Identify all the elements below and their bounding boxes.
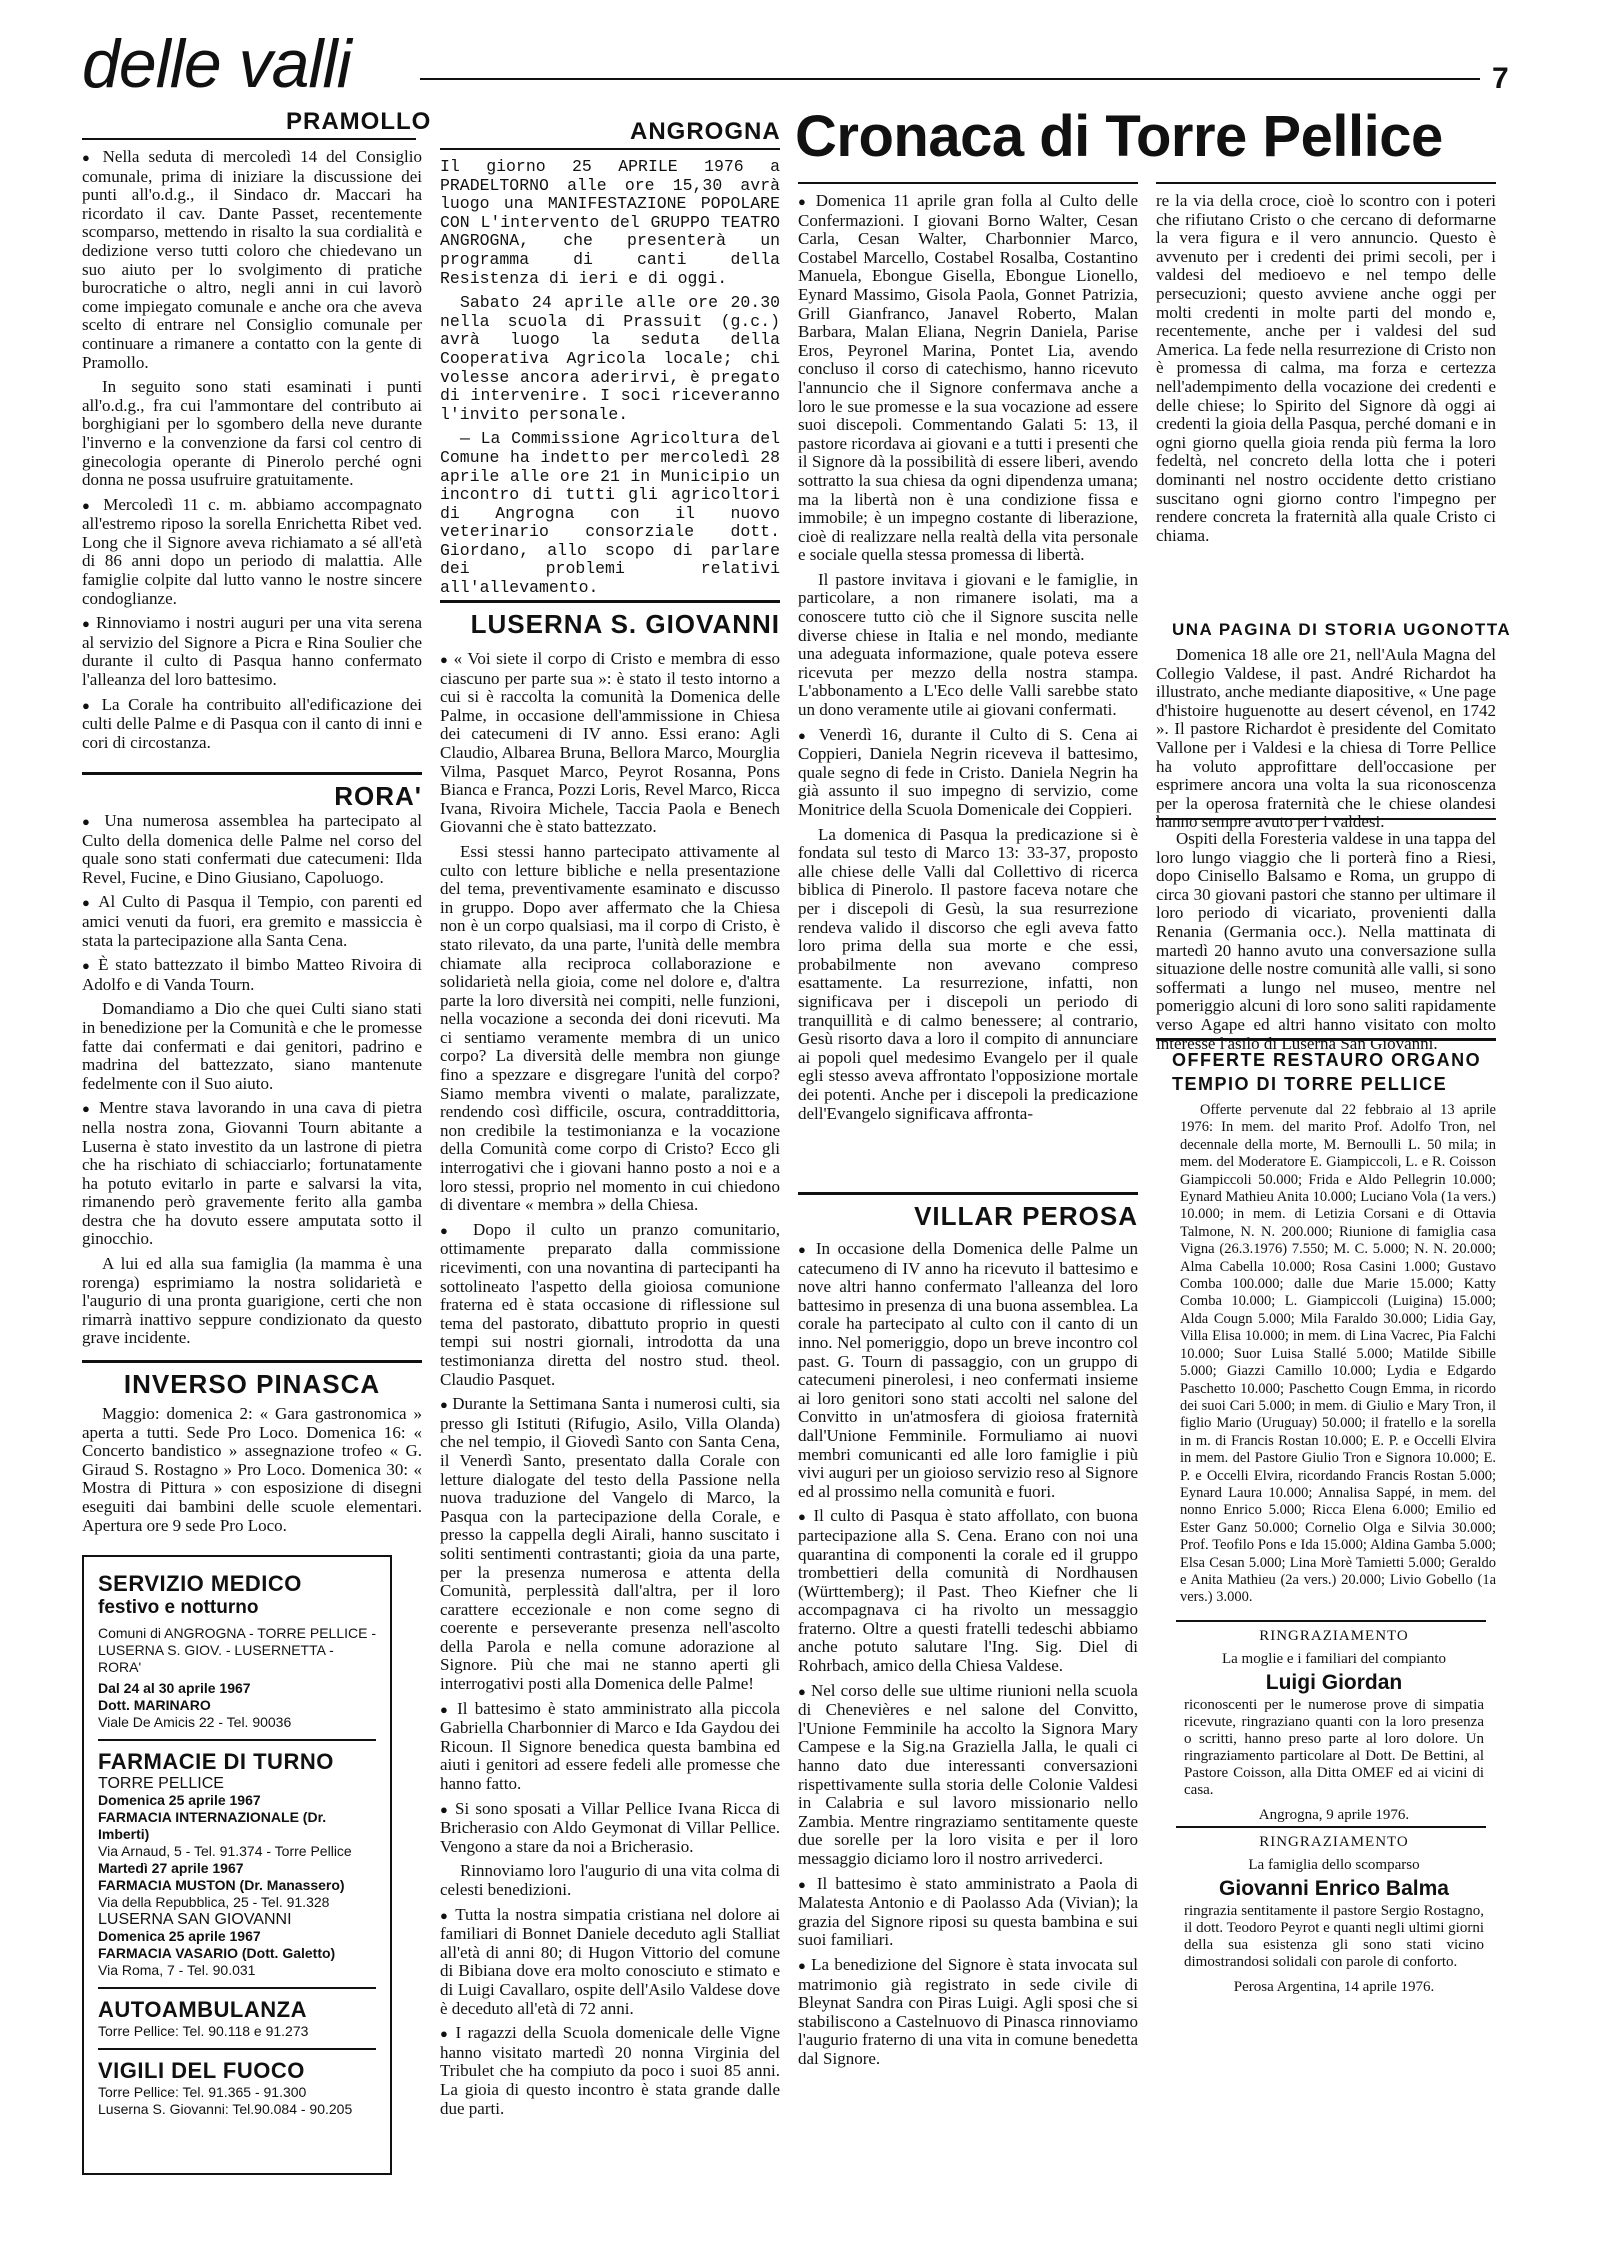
section-villar: VILLAR PEROSA — [798, 1192, 1138, 1232]
section-luserna: LUSERNA S. GIOVANNI — [440, 600, 780, 640]
masthead: delle valli — [82, 26, 351, 102]
vigili-title: VIGILI DEL FUOCO — [98, 2058, 305, 2083]
rora-item: ● Una numerosa assemblea ha partecipato al Culto della domenica delle Palme nel corso del quale sono stati confermati due catecumeni: Ilda Revel, Fucine, e Dino Giusiano, Capoluogo. — [82, 812, 422, 887]
restauro-title-1: OFFERTE RESTAURO ORGANO — [1172, 1050, 1482, 1070]
rora-item: ● È stato battezzato il bimbo Matteo Rivoira di Adolfo e di Vanda Tourn. — [82, 956, 422, 994]
torre-item: ● Venerdì 16, durante il Culto di S. Cena ai Coppieri, Daniela Negrin riceveva il battesimo, quale segno di fede in Cristo. Daniela Negrin ha già assunto il suo impegno di servizio, come Monitrice della Scuola Domenicale dei Coppieri. — [798, 726, 1138, 820]
pramollo-body — [82, 147, 422, 752]
ospiti-body — [1156, 830, 1496, 1070]
farmacie-city: TORRE PELLICE — [98, 1775, 224, 1792]
vigili-line: Luserna S. Giovanni: Tel.90.084 - 90.205 — [98, 2101, 353, 2117]
torre-continued — [1156, 192, 1496, 612]
torre-body — [798, 192, 1138, 1192]
ringraziamento-intro: La moglie e i familiari del compianto — [1221, 1651, 1447, 1667]
farmacia-name: FARMACIA MUSTON (Dr. Manassero) — [98, 1877, 345, 1893]
section-inverso: INVERSO PINASCA — [82, 1360, 422, 1400]
medico-doctor: Dott. MARINARO — [98, 1697, 211, 1713]
pramollo-rule — [82, 138, 416, 140]
luserna-item: ● « Voi siete il corpo di Cristo e membra di esso ciascuno per parte sua »: è stato il testo intorno a cui si è raccolta la comunità la Domenica delle Palme, in occasione dell'ammissione in Chiesa dei catecumeni di IV anno. Essi erano: Agli Claudio, Albarea Bruna, Bellora Marco, Mourglia Vilma, Pasquet Marco, Peyrot Rosanna, Pons Bianca e Franca, Pozzi Loris, Revel Marco, Ricca Ivana, Rivoira Michele, Taccia Paola e Benech Giovanni che è stato battezzato. — [440, 650, 780, 837]
col4-rule — [1156, 182, 1496, 184]
section-pramollo: PRAMOLLO — [286, 108, 432, 135]
section-storia: UNA PAGINA DI STORIA UGONOTTA — [1172, 620, 1512, 639]
medico-address: Viale De Amicis 22 - Tel. 90036 — [98, 1714, 292, 1730]
villar-item: ● Nel corso delle sue ultime riunioni nella scuola di Chenevières e nel salone del Convitto, l'Unione Femminile ha accolto la Signora Mary Campese e la Sig.na Graziella Jalla, le quali ci hanno dato due interessanti conversazioni rispettivamente sulla storia delle Colonie Valdesi in Calabria e sul lavoro missionario nello Zambia. Mentre ringraziamo sentitamente queste due sorelle per la loro visita e per il loro messaggio diciamo loro il nostro arrivederci. — [798, 1682, 1138, 1869]
farmacia-date: Domenica 25 aprile 1967 — [98, 1928, 261, 1944]
luserna-item: ● Durante la Settimana Santa i numerosi culti, sia presso gli Istituti (Rifugio, Asilo, Villa Olanda) che nel tempio, il Giovedì Santo con Santa Cena, il Venerdì Santo, presentato dalla Corale con letture dialogate del testo della Passione nella nuova traduzione del Vangelo di Marco, la Pasqua con la partecipazione della Corale, e presso la cappella degli Airali, hanno suscitato i soliti sentimenti contrastanti; gioia da una parte, per la presenza numerosa e attenta della Comunità, perplessità dall'altra, per il loro carattere eccezionale e non come segno di coerente e perseverante presenza nell'ascolto della Parola e nella comune adorazione al Signore. Più che mai ne stanno aperti gli interrogativi posti alla Domenica delle Palme! — [440, 1395, 780, 1694]
farmacie-city: LUSERNA SAN GIOVANNI — [98, 1911, 292, 1928]
offerte-list: Offerte pervenute dal 22 febbraio al 13 aprile 1976: In mem. del marito Prof. Adolfo Tron, nel decennale della morte, M. Bernoulli L. 50 mila; in mem. del Moderatore E. Giampiccoli, L. e R. Coisson Giampiccoli 50.000; Frida e Aldo Pellegrin 10.000; Eynard Mathieu Anita 10.000; Luciano Vola (1a vers.) 10.000; in mem. di Letizia Corsani e di Ottavia Talmone, N. N. 200.000; Riunione di famiglia casa Vigna (26.3.1976) 7.550; M. C. 5.000; N. N. 20.000; Alma Cabella 10.000; Rosa Casini 1.000; Gustavo Comba 100.000; dalle due Marie 15.000; Katty Comba 10.000; L. Giampiccoli (Luigina) 15.000; Alda Cougn 5.000; Mila Faraldo 30.000; Lidia Gay, Villa Elisa 10.000; in mem. di Lina Vacrec, Pia Falchi 10.000; Suor Luisa Stallé 5.000; Matilde Sibille 5.000; Giazzi Camillo 10.000; Lydia e Edgardo Paschetto 10.000; Paschetto Cougn Emma, in ricordo dei suoi Cari 5.000; in mem. di Giulio e Mary Tron, il figlio Mario (Uruguay) 50.000; il fratello e la sorella in m. di Francis Rostan 10.000; E. P. e Occelli Elvira in mem. del Pastore Giulio Tron e Signora 10.000; E. P. e Occelli Elvira, ricordando Francis Rostan 5.000; Eynard Laura 10.000; Annalisa Sappé, in mem. del nonno Enrico 5.000; Ricca Elena 6.000; Emilio ed Ester Ganz 50.000; Cornelio Olga e Silvia 30.000; Prof. Teofilo Pons e Ida 15.000; Aldina Gamba 5.000; Elsa Cesan 5.000; Lina Morè Tamietti 5.000; Geraldo e Anita Mathieu (2a vers.) 20.000; Livio Gobello (1a vers.) 3.000. — [1180, 1102, 1496, 1606]
farmacia-name: FARMACIA INTERNAZIONALE (Dr. Imberti) — [98, 1809, 327, 1842]
torre-continued-text: re la via della croce, cioè lo scontro con i poteri che rifiutano Cristo o che cercano di deformarne la vera figura e il vero annuncio. Questo è avvenuto per i credenti dei primi secoli, per i valdesi del medioevo e nel tempo delle persecuzioni; questo avviene anche oggi per molti credenti in molte parti del mondo e, recentemente, anche per i valdesi del sud America. La fede nella resurrezione di Cristo non è promessa di calma, ma forza e certezza nell'adempimento della vocazione dei credenti e delle chiese; lo Spirito del Signore dà oggi ai credenti la gioia della Pasqua, perché domani e in ogni giorno quella gioia renda più ferma la loro fedeltà, nel concreto della lotta che i poteri dominanti nel nostro occidente detto cristiano suscitano ogni giorno contro l'impegno per rendere concreta la fraternità alla quale Cristo ci chiama. — [1156, 191, 1496, 545]
luserna-item: Essi stessi hanno partecipato attivamente al culto con letture bibliche e nella presentazione del tema, preventivamente esaminato e discusso in gruppo. Dopo aver affermato che la Chiesa non è un corpo qualsiasi, ma il corpo di Cristo, è stato rilevato, da una parte, l'unità delle membra chiamate alla reciproca collaborazione e solidarietà nella gioia, come nel dolore e, d'altra parte la loro diversità nei compiti, nelle funzioni, nella vocazione a seconda dei doni ricevuti. Ma ci sentiamo veramente membra di un unico corpo? La diversità delle membra non giunge fino a spezzare e disgregare l'unità del corpo? Siamo membra viventi o malate, paralizzate, rendendo così difficile, oscura, contraddittoria, non credibile la testimonianza e la vocazione della Comunità come corpo di Cristo? Ecco gli interrogativi che i giovani hanno posto a noi e a loro stessi, proprio nel momento in cui chiedono di diventare « membra » della Chiesa. — [440, 841, 780, 1215]
top-rule — [420, 78, 1480, 80]
autoambulanza-title: AUTOAMBULANZA — [98, 1997, 307, 2022]
page-number: 7 — [1492, 62, 1509, 95]
offerte-body — [1180, 1102, 1496, 1622]
ringraziamento-balma — [1184, 1834, 1484, 1996]
ringraziamento-place: Perosa Argentina, 14 aprile 1976. — [1233, 1979, 1435, 1995]
medico-title: SERVIZIO MEDICO — [98, 1571, 302, 1596]
medico-date: Dal 24 al 30 aprile 1967 — [98, 1680, 251, 1696]
storia-item: Domenica 18 alle ore 21, nell'Aula Magna del Collegio Valdese, il past. André Richardot ha illustrato, anche mediante diapositive, « Une page d'histoire huguenotte au desert cévenol, en 1742 ». Il pastore Richardot è presidente del Comitato Vallone per i Valdesi e la chiesa di Torre Pellice ha voluto approfittare dell'occasione per esprimere ancora una volta la sua riconoscenza per la operosa fraternità che le chiese olandesi hanno sempre avuto per i valdesi. — [1156, 645, 1496, 832]
torre-item: La domenica di Pasqua la predicazione si è fondata sul testo di Marco 13: 33-37, proposto alle chiese delle Valli dal Collettivo di ricerca biblica di Pinerolo. Il pastore faceva notare che per i discepoli di Gesù, la sua resurrezione rendeva valido il discorso che egli aveva fatto loro prima della sua morte e che essi, probabilmente non avevano compreso esattamente. La resurrezione, infatti, non significava per i discepoli un periodo di tranquillità e di calmo benessere; al contrario, Gesù risorto dava a loro il compito di annunciare ai popoli quel medesimo Evangelo per il quale egli stesso aveva affrontato l'opposizione mortale dei potenti. Anche per i discepoli la predicazione dell'Evangelo significava affronta- — [798, 824, 1138, 1123]
restauro-title-2: TEMPIO DI TORRE PELLICE — [1172, 1074, 1448, 1094]
villar-item: ● In occasione della Domenica delle Palme un catecumeno di IV anno ha ricevuto il battesimo e nove altri hanno confermato l'alleanza del loro battesimo in presenza di una buona assemblea. La corale ha partecipato al culto con il canto di un inno. Nel pomeriggio, dopo un breve incontro col past. G. Tourn di passaggio, con un gruppo di catecumeni pinerolesi, i neo confermati insieme ai loro genitori sono stati accolti nel salone del Convitto in un'atmosfera di gioiosa fraternità dall'Unione Femminile. Formuliamo ai nuovi membri comunicanti ed alle loro famiglie i più vivi auguri per un gioioso servizio reso al Signore ed al prossimo nella comunità e fuori. — [798, 1240, 1138, 1501]
angrogna-rule — [440, 148, 780, 150]
pramollo-item: ● Rinnoviamo i nostri auguri per una vita serena al servizio del Signore a Picra e Rina Soulier che durante il culto di Pasqua hanno confermato l'alleanza del loro battesimo. — [82, 614, 422, 689]
pramollo-item: ● La Corale ha contribuito all'edificazione dei culti delle Palme e di Pasqua con il canto di inni e cori di circostanza. — [82, 696, 422, 753]
farmacia-date: Martedì 27 aprile 1967 — [98, 1860, 244, 1876]
ringraziamento-giordan — [1184, 1628, 1484, 1824]
luserna-item: Rinnoviamo loro l'augurio di una vita colma di celesti benedizioni. — [440, 1861, 780, 1899]
ringraziamento-name: Luigi Giordan — [1265, 1671, 1403, 1694]
medico-comuni: Comuni di ANGROGNA - TORRE PELLICE - LUSERNA S. GIOV. - LUSERNETTA - RORA' — [98, 1625, 377, 1675]
ringraziamento-body: riconoscenti per le numerose prove di simpatia ricevute, ringraziano quanti con la loro presenza o scritti, hanno preso parte al loro dolore. Un ringraziamento particolare al Dott. De Bettini, al Pastore Coisson, alla Ditta OMEF ed ai vicini di casa. — [1184, 1697, 1484, 1798]
torre-item: Il pastore invitava i giovani e le famiglie, in particolare, a non rimanere isolati, ma a conoscere tutto ciò che il Signore suscita nelle diverse chiese in Italia e nel mondo, mediante una adeguata informazione, quale poteva essere ricevuta per mezzo della nostra stampa. L'abbonamento a L'Eco delle Valli sarebbe stato un dono veramente utile ai giovani confermati. — [798, 569, 1138, 720]
torre-item: ● Domenica 11 aprile gran folla al Culto delle Confermazioni. I giovani Borno Walter, Cesan Carla, Cesan Walter, Charbonnier Marco, Costabel Marcello, Costabel Rosalba, Costantino Manuela, Ebongue Gisella, Ebongue Lionello, Eynard Massimo, Gisola Paola, Gonnet Patrizia, Grill Gianfranco, Janavel Roberto, Malan Barbara, Malan Eliana, Negrin Daniela, Parise Eros, Peyronel Marina, Pontet Lia, avendo concluso il corso di catechismo, hanno ricevuto l'annuncio che il Signore confermava anche a loro le sue promesse e la sua vocazione ad essere suoi discepoli. Commentando Galati 5: 13, il pastore ricordava ai giovani e a tutti i presenti che il Signore dà la possibilità di essere liberi, avendo sottratto la sua chiesa da ogni dipendenza umana; ma la libertà non è una condizione fissa e immobile; è un impegno costante di liberazione, cioè di realizzare nella realtà della vita personale e sociale quella stessa promessa di libertà. — [798, 192, 1138, 565]
pramollo-item: ● Nella seduta di mercoledì 14 del Consiglio comunale, prima di iniziare la discussione dei punti all'o.d.g., il Sindaco dr. Maccari ha ricordato il cav. Dante Passet, recentemente scomparso, mettendo in risalto la sua cordialità e dedizione verso tutti coloro che chiedevano un suo aiuto per lo svolgimento di pratiche burocratiche o altro, negli anni in cui lavorò come impiegato comunale e anche ora che aveva scelto di entrare nel Consiglio comunale per continuare a rimanere a contatto con la gente di Pramollo. — [82, 148, 422, 372]
headline: Cronaca di Torre Pellice — [795, 104, 1443, 169]
ringr1-rule — [1176, 1620, 1486, 1622]
ospiti-rule — [1156, 818, 1496, 820]
farmacia-address: Via Roma, 7 - Tel. 90.031 — [98, 1962, 256, 1978]
angrogna-item: Sabato 24 aprile alle ore 20.30 nella scuola di Prassuit (g.c.) avrà luogo la seduta della Cooperativa Agricola locale; chi volesse ancora aderirvi, è pregato di intervenire. I soci riceveranno l'invito personale. — [440, 293, 780, 424]
luserna-item: ● Dopo il culto un pranzo comunitario, ottimamente preparato dalla commissione ricevimenti, con una novantina di partecipanti ha sottolineato l'aspetto della gioiosa comunione fraterna ed è stata occasione di riflessione sul tema del pastorato, dibattuto proprio in questi tempi sui nostri giornali, introdotta da una testimonianza diretta del nostro stud. theol. Claudio Pasquet. — [440, 1221, 780, 1389]
section-restauro — [1172, 1048, 1481, 1096]
section-angrogna: ANGROGNA — [630, 118, 781, 145]
ringraziamento-title: RINGRAZIAMENTO — [1259, 1628, 1409, 1644]
farmacia-date: Domenica 25 aprile 1967 — [98, 1792, 261, 1808]
farmacia-address: Via della Repubblica, 25 - Tel. 91.328 — [98, 1894, 330, 1910]
pramollo-item: ● Mercoledì 11 c. m. abbiamo accompagnato all'estremo riposo la sorella Enrichetta Ribet ved. Long che il Signore aveva richiamato a sé all'età di 86 anni dopo un periodo di malattia. Alle famiglie colpite dal lutto vanno le nostre sincere condoglianze. — [82, 496, 422, 609]
pramollo-item: In seguito sono stati esaminati i punti all'o.d.g., fra cui l'ammontare del contributo ai borghigiani per lo sgombero della neve durante l'inverno e la convenzione da farsi col centro di ginecologia operante di Pinerolo perché ogni donna ne possa usufruire gratuitamente. — [82, 377, 422, 490]
luserna-item: ● I ragazzi della Scuola domenicale delle Vigne hanno visitato martedì 20 nonna Virginia del Tribulet che ha compiuto da poco i suoi 85 anni. La gioia di questo incontro è stata grande dalle due parti. — [440, 2024, 780, 2118]
farmacia-address: Via Arnaud, 5 - Tel. 91.374 - Torre Pellice — [98, 1843, 352, 1859]
rora-item: ● Mentre stava lavorando in una cava di pietra nella nostra zona, Giovanni Tourn abitante a Luserna è stato investito da un lastrone di pietra che ha rischiato di schiacciarlo; fortunatamente ha potuto evitarlo in parte e salvarsi la vita, rimanendo però gravemente ferito alla gamba destra che ha dovuto essere amputata sotto il ginocchio. — [82, 1099, 422, 1249]
rora-item: A lui ed alla sua famiglia (la mamma è una rorenga) esprimiamo la nostra solidarietà e l'augurio di una pronta guarigione, certi che non rimarrà inattivo seppure condizionato da questo grave incidente. — [82, 1254, 422, 1348]
farmacia-name: FARMACIA VASARIO (Dott. Galetto) — [98, 1945, 336, 1961]
angrogna-item: — La Commissione Agricoltura del Comune ha indetto per mercoledì 28 aprile alle ore 21 in Municipio un incontro di tutti gli agricoltori di Angrogna con il nuovo veterinario consorziale dott. Giordano, allo scopo di parlare dei problemi relativi all'allevamento. — [440, 429, 780, 598]
angrogna-item: Il giorno 25 APRILE 1976 a PRADELTORNO alle ore 15,30 avrà luogo una MANIFESTAZIONE POPOLARE CON L'intervento del GRUPPO TEATRO ANGROGNA, che presenterà un programma di canti della Resistenza di ieri e di oggi. — [440, 157, 780, 288]
autoambulanza-line: Torre Pellice: Tel. 90.118 e 91.273 — [98, 2023, 309, 2039]
farmacie-title: FARMACIE DI TURNO — [98, 1749, 334, 1774]
ringraziamento-place: Angrogna, 9 aprile 1976. — [1258, 1807, 1410, 1823]
ringraziamento-body: ringrazia sentitamente il pastore Sergio Rostagno, il dott. Teodoro Peyrot e quanti negli ultimi giorni della sua esistenza gli sono stati vicino dimostrandosi solidali con parole di conforto. — [1184, 1903, 1484, 1970]
luserna-item: ● Si sono sposati a Villar Pellice Ivana Ricca di Bricherasio con Aldo Geymonat di Villar Pellice. Vengono a stare da noi a Bricherasio. — [440, 1800, 780, 1857]
vigili-line: Torre Pellice: Tel. 91.365 - 91.300 — [98, 2084, 307, 2100]
ospiti-item: Ospiti della Foresteria valdese in una tappa del loro lungo viaggio che li porterà fino a Riesi, dopo Cinisello Balsamo e Roma, un gruppo di circa 30 giovani pastori che stanno per ultimare il loro periodo di vicariato, provenienti dalla Renania (Germania occ.). Nella mattinata di martedì 20 hanno avuto una conversazione sulla situazione delle nostre comunità alle valli, si sono soffermati a lungo nel museo, mentre nel pomeriggio alcuni di loro sono saliti rapidamente verso Agape ed altri hanno visitato con molto interesse l'asilo di Luserna San Giovanni. — [1156, 829, 1496, 1053]
torre-rule — [798, 182, 1138, 184]
medico-subtitle: festivo e notturno — [98, 1597, 259, 1618]
luserna-item: ● Il battesimo è stato amministrato alla piccola Gabriella Charbonnier di Marco e Ida Gaydou dei Ricoun. Il Signore benedica questa bambina ed aiuti i genitori ad essere fedeli alle promesse che hanno fatto. — [440, 1700, 780, 1794]
inverso-item: Maggio: domenica 2: « Gara gastronomica » aperta a tutti. Sede Pro Loco. Domenica 16: « Concerto bandistico » assegnazione trofeo « G. Giraud S. Rostagno » Pro Loco. Domenica 30: « Mostra di Pittura » con esposizione di disegni eseguiti dai bambini delle scuole elementari. Apertura ore 9 sede Pro Loco. — [82, 1404, 422, 1535]
inverso-body — [82, 1405, 422, 1541]
ringraziamento-title: RINGRAZIAMENTO — [1259, 1834, 1409, 1850]
angrogna-body — [440, 158, 780, 598]
section-rora: RORA' — [82, 772, 422, 812]
ringraziamento-name: Giovanni Enrico Balma — [1219, 1877, 1449, 1900]
villar-item: ● Il culto di Pasqua è stato affollato, con buona partecipazione alla S. Cena. Erano con noi una quarantina di componenti la corale ed il gruppo trombettieri della comunità di Nordhausen (Württemberg); il Past. Theo Kiefner che li accompagnava ci ha rivolto un messaggio fraterno. Oltre a questi fratelli tedeschi abbiamo anche potuto salutare l'Ing. Sig. Diel di Rohrbach, amico della Chiesa Valdese. — [798, 1507, 1138, 1675]
villar-item: ● Il battesimo è stato amministrato a Paola di Malatesta Antonio e di Paolasso Ada (Vivian); la grazia del Signore riposi su questa bambina e sui suoi familiari. — [798, 1875, 1138, 1950]
villar-item: ● La benedizione del Signore è stata invocata sul matrimonio già registrato in sede civile di Bleynat Sandra con Piras Luigi. Agli sposi che si stabiliscono a Castelnuovo di Pinasca rinnoviamo l'augurio fraterno di una vita in comune benedetta dal Signore. — [798, 1956, 1138, 2069]
ringr2-rule — [1176, 1826, 1486, 1828]
rora-item: ● Al Culto di Pasqua il Tempio, con parenti ed amici venuti da fuori, era gremito e massiccia è stata la partecipazione alla Santa Cena. — [82, 893, 422, 950]
restauro-rule — [1156, 1038, 1496, 1041]
rora-body — [82, 812, 422, 1354]
luserna-item: ● Tutta la nostra simpatia cristiana nel dolore ai familiari di Bonnet Daniele deceduto agli Stalliat all'età di anni 80; di Hugon Vittorio del comune di Bibiana dove era molto conosciuto e stimato e di Luigi Cavallaro, ospite dell'Asilo Valdese dove è deceduto all'età di 72 anni. — [440, 1906, 780, 2019]
villar-body — [798, 1240, 1138, 2250]
services-box — [82, 1555, 392, 2175]
luserna-body — [440, 650, 780, 2250]
ringraziamento-intro: La famiglia dello scomparso — [1248, 1857, 1420, 1873]
rora-item: Domandiamo a Dio che quei Culti siano stati in benedizione per la Comunità e che le promesse fatte dai confermati e dai genitori, padrino e madrina del battezzato, siano mantenute fedelmente con il Suo aiuto. — [82, 999, 422, 1093]
